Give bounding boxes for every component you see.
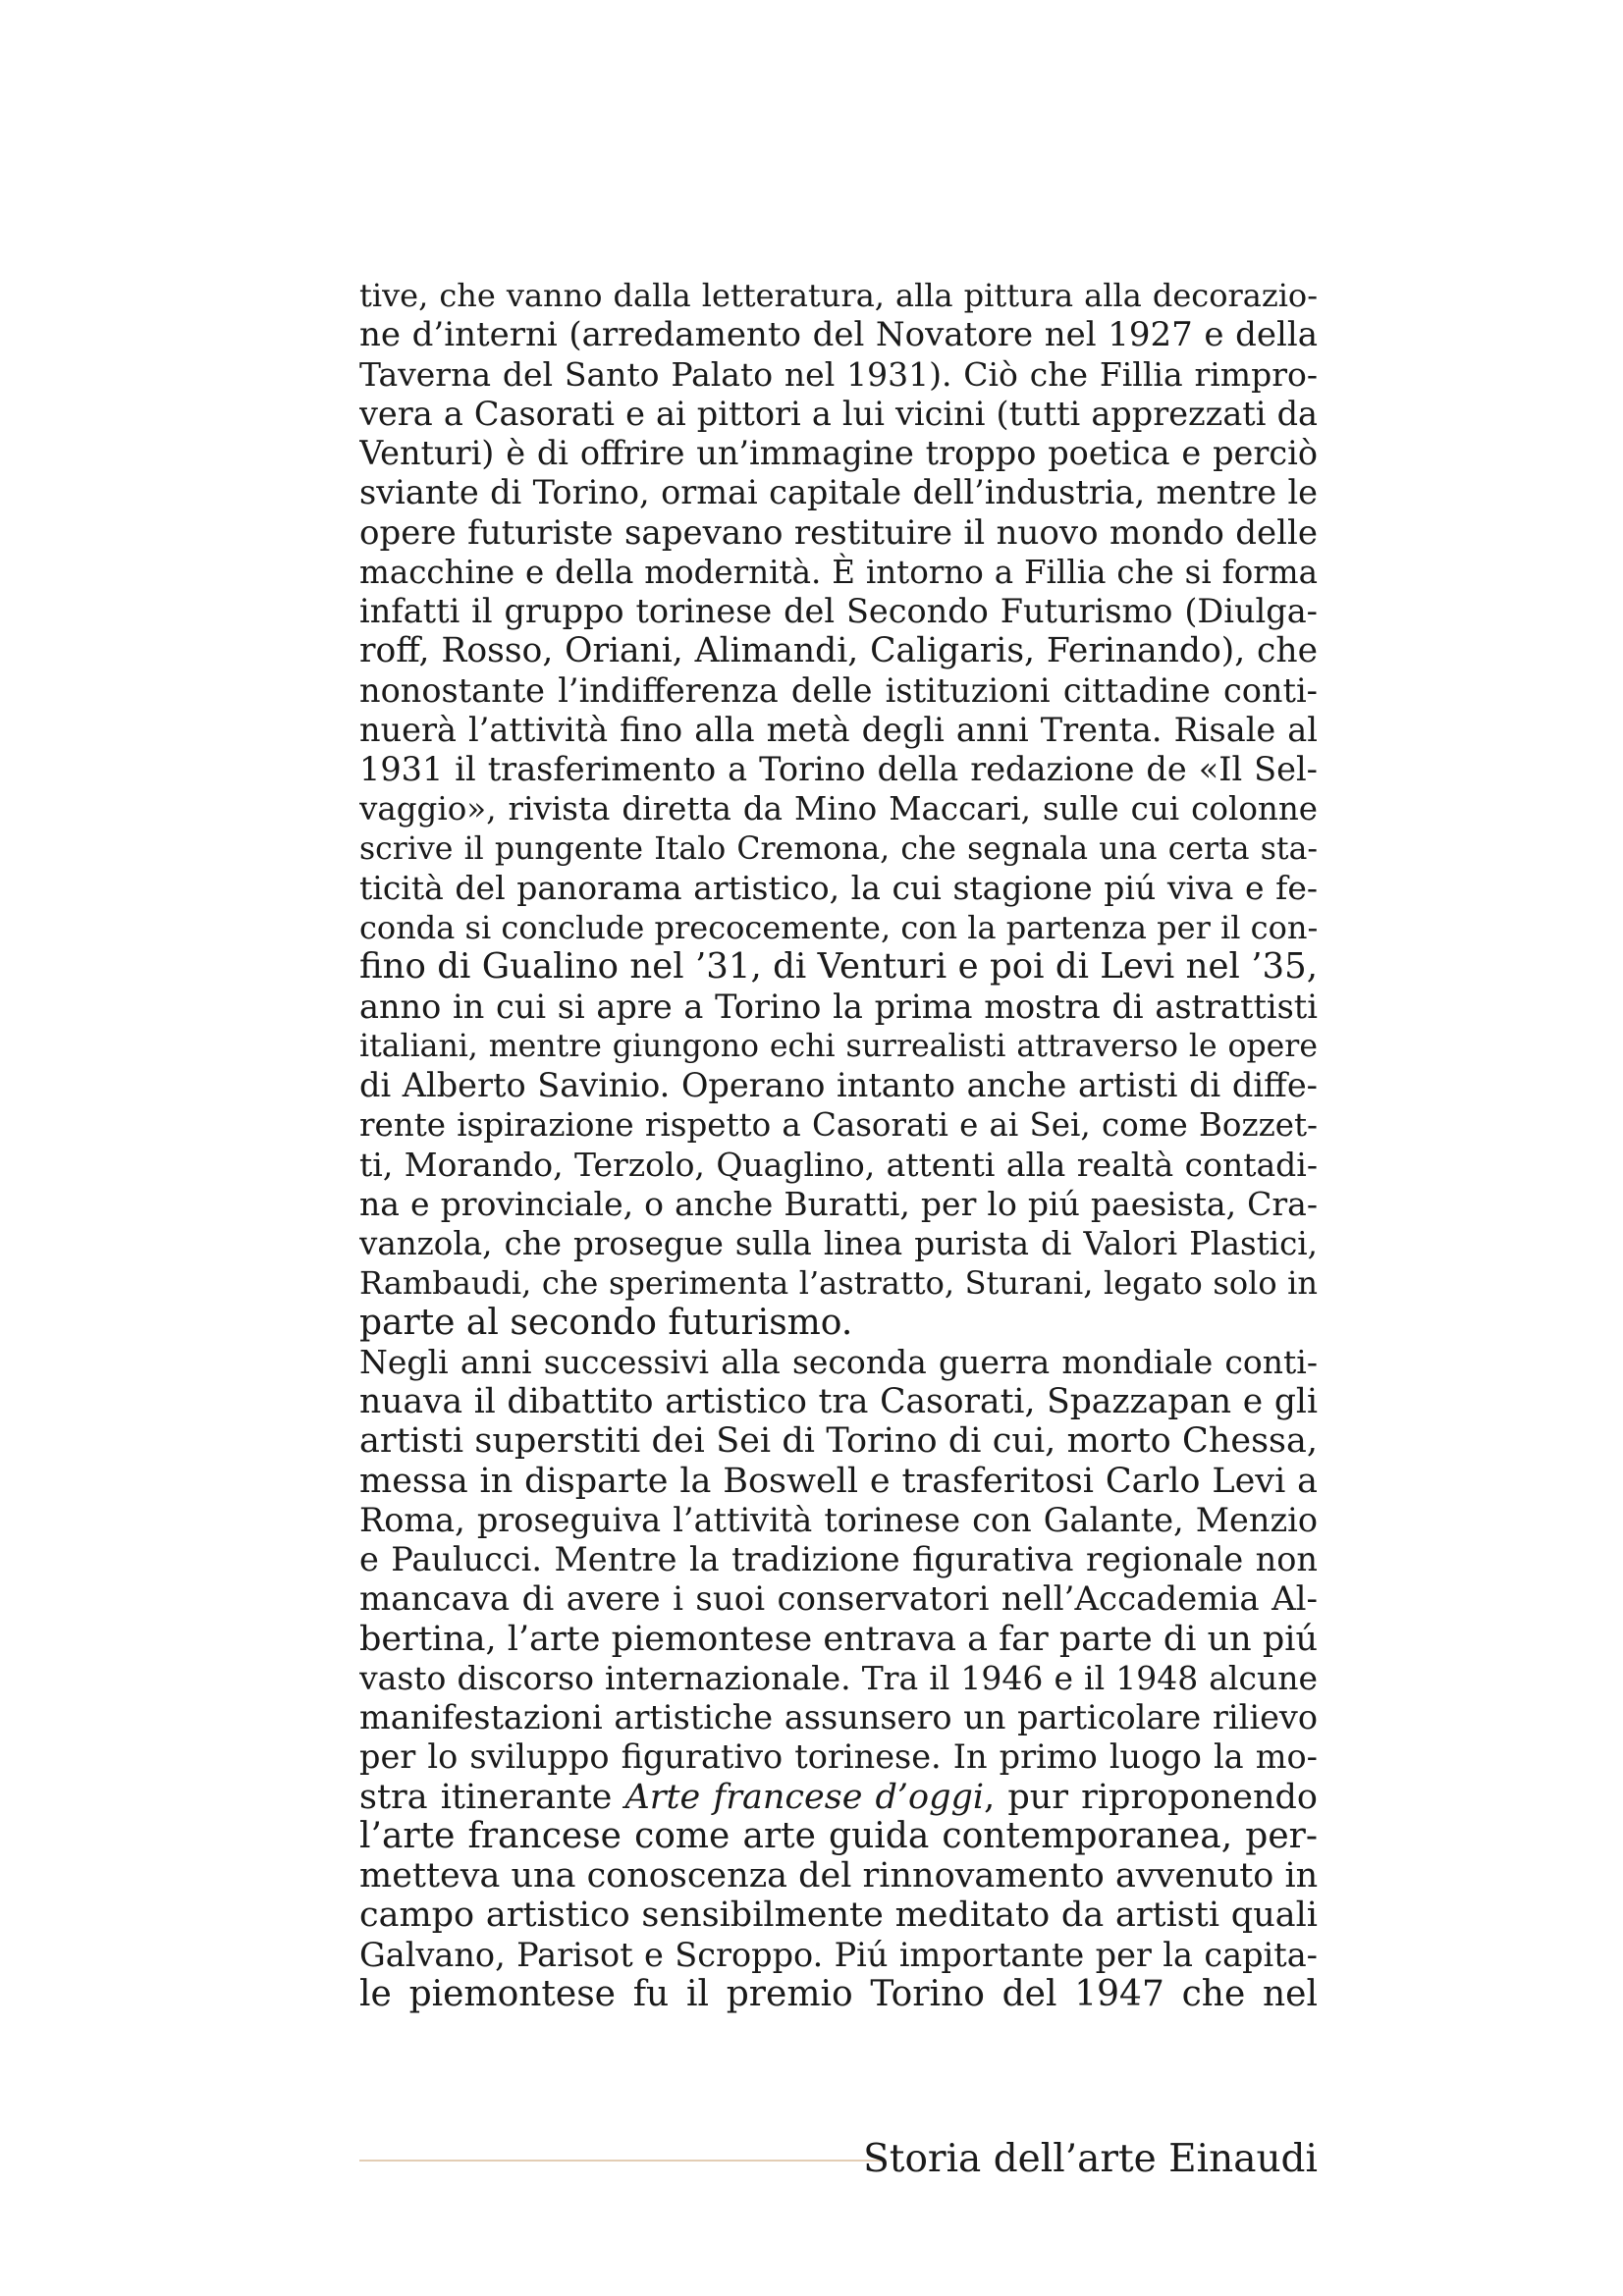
body-text — [359, 276, 1318, 2014]
text-line: ticità del panorama artistico, la cui stagione piú viva e fe- — [359, 868, 1318, 907]
text-line: infatti il gruppo torinese del Secondo Futurismo (Diulga- — [359, 592, 1318, 630]
text-line: messa in disparte la Boswell e trasferitosi Carlo Levi a — [359, 1461, 1318, 1501]
text-line: vanzola, che prosegue sulla linea purista di Valori Plastici, — [359, 1225, 1318, 1262]
text-line: artisti superstiti dei Sei di Torino di cui, morto Chessa, — [359, 1421, 1318, 1462]
text-line: nuerà l’attività fino alla metà degli anni Trenta. Risale al — [359, 710, 1318, 749]
text-line: manifestazioni artistiche assunsero un particolare rilievo — [359, 1698, 1318, 1736]
text-line: le piemontese fu il premio Torino del 1947 che nel — [359, 1974, 1318, 2014]
text-line: macchine e della modernità. È intorno a Fillia che si forma — [359, 553, 1318, 591]
text-line: Taverna del Santo Palato nel 1931). Ciò che Fillia rimpro- — [359, 354, 1318, 394]
text-line: fino di Gualino nel ’31, di Venturi e poi di Levi nel ’35, — [359, 947, 1318, 988]
text-line: italiani, mentre giungono echi surrealisti attraverso le opere — [359, 1028, 1318, 1064]
text-line: mancava di avere i suoi conservatori nell’Accademia Al- — [359, 1579, 1318, 1620]
italic-title: Arte francese d’oggi — [624, 1777, 985, 1817]
text-line: vaggio», rivista diretta da Mino Maccari, sulle cui colonne — [359, 790, 1318, 828]
text-line: na e provinciale, o anche Buratti, per lo piú paesista, Cra- — [359, 1184, 1318, 1223]
text-segment: , pur riproponendo — [984, 1777, 1318, 1817]
text-line: sviante di Torino, ormai capitale dell’industria, mentre le — [359, 473, 1318, 512]
footer-publication-title: Storia dell’arte Einaudi — [863, 2137, 1318, 2181]
text-line: scrive il pungente Italo Cremona, che segnala una certa sta- — [359, 830, 1318, 867]
text-line: Roma, proseguiva l’attività torinese con Galante, Menzio — [359, 1500, 1318, 1539]
text-line: campo artistico sensibilmente meditato da artisti quali — [359, 1896, 1318, 1936]
text-line: l’arte francese come arte guida contemporanea, per- — [359, 1816, 1318, 1856]
footer-rule — [359, 2160, 884, 2162]
text-line: Galvano, Parisot e Scroppo. Piú importante per la capita- — [359, 1935, 1318, 1974]
text-segment: stra itinerante — [359, 1777, 625, 1817]
text-line — [359, 1778, 1318, 1817]
text-line: nuava il dibattito artistico tra Casorati, Spazzapan e gli — [359, 1382, 1318, 1421]
text-line: vera a Casorati e ai pittori a lui vicini (tutti apprezzati da — [359, 394, 1318, 433]
text-line: ne d’interni (arredamento del Novatore nel 1927 e della — [359, 315, 1318, 355]
text-line: bertina, l’arte piemontese entrava a far parte di un piú — [359, 1619, 1318, 1659]
text-line: e Paulucci. Mentre la tradizione figurativa regionale non — [359, 1540, 1318, 1578]
text-line: anno in cui si apre a Torino la prima mostra di astrattisti — [359, 987, 1318, 1026]
text-line: vasto discorso internazionale. Tra il 1946 e il 1948 alcune — [359, 1658, 1318, 1697]
text-line: parte al secondo futurismo. — [359, 1303, 853, 1343]
text-line: Venturi) è di offrire un’immagine troppo poetica e perciò — [359, 434, 1318, 472]
text-line: 1931 il trasferimento a Torino della redazione de «Il Sel- — [359, 750, 1318, 788]
text-line: di Alberto Savinio. Operano intanto anche artisti di diffe- — [359, 1066, 1318, 1104]
text-line: metteva una conoscenza del rinnovamento avvenuto in — [359, 1856, 1318, 1896]
text-line: per lo sviluppo figurativo torinese. In primo luogo la mo- — [359, 1737, 1318, 1777]
text-line: tive, che vanno dalla letteratura, alla pittura alla decorazio- — [359, 277, 1318, 314]
text-line: Negli anni successivi alla seconda guerra mondiale conti- — [359, 1342, 1318, 1381]
text-line: nonostante l’indifferenza delle istituzioni cittadine conti- — [359, 670, 1318, 710]
text-line: rente ispirazione rispetto a Casorati e ai Sei, come Bozzet- — [359, 1106, 1318, 1145]
text-line: roff, Rosso, Oriani, Alimandi, Caligaris, Ferinando), che — [359, 631, 1318, 671]
text-line: conda si conclude precocemente, con la partenza per il con- — [359, 909, 1318, 946]
text-line: opere futuriste sapevano restituire il nuovo mondo delle — [359, 512, 1318, 553]
text-line: ti, Morando, Terzolo, Quaglino, attenti alla realtà contadi- — [359, 1145, 1318, 1184]
text-line: Rambaudi, che sperimenta l’astratto, Sturani, legato solo in — [359, 1264, 1318, 1303]
